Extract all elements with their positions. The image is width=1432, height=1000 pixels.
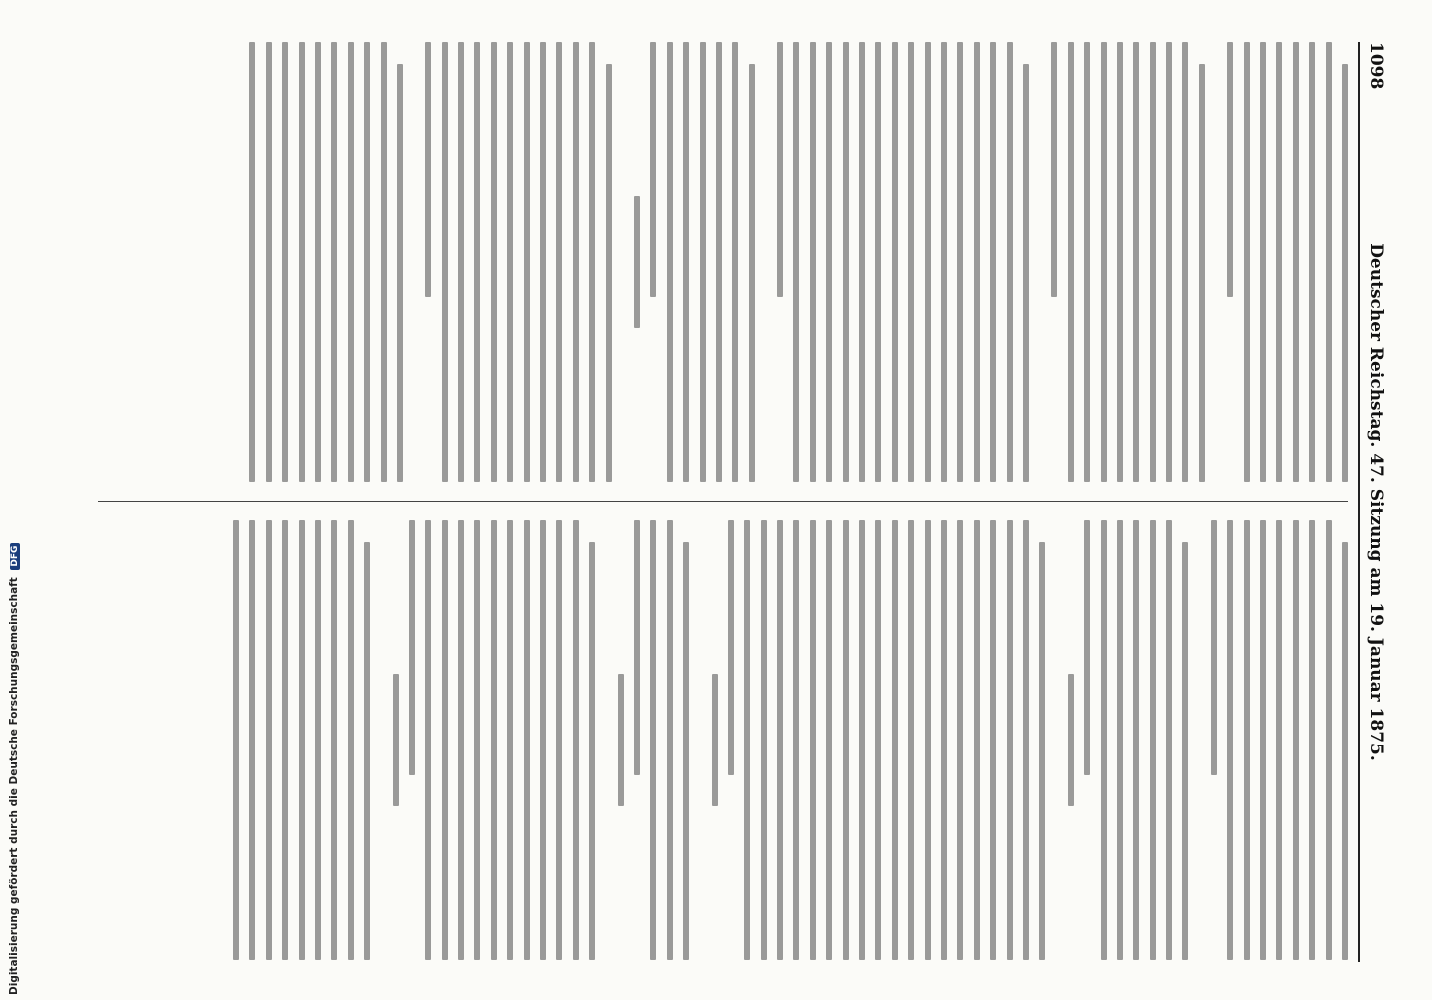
text-line-placeholder [810,42,816,482]
text-line-placeholder [393,674,399,806]
text-line-placeholder [266,42,272,482]
text-line-placeholder [425,520,431,960]
text-line-placeholder [650,520,656,960]
paragraph-gap [755,42,767,482]
text-line-placeholder [1326,42,1332,482]
text-line-placeholder [491,520,497,960]
text-line-placeholder [266,520,272,960]
text-line-placeholder [1182,542,1188,960]
text-line-placeholder [744,520,750,960]
text-line-placeholder [1166,42,1172,482]
text-line-placeholder [843,520,849,960]
text-line-placeholder [1150,520,1156,960]
text-line-placeholder [1260,42,1266,482]
text-line-placeholder [908,520,914,960]
text-line-placeholder [540,42,546,482]
text-line-placeholder [249,42,255,482]
page-number: 1098 [1366,42,1386,90]
paragraph-gap [1045,520,1057,960]
text-line-placeholder [540,520,546,960]
text-line-placeholder [667,42,673,482]
text-line-placeholder [1342,542,1348,960]
text-line-placeholder [826,520,832,960]
text-line-placeholder [683,42,689,482]
text-line-placeholder [1007,42,1013,482]
text-line-placeholder [524,520,530,960]
right-column [98,520,1348,960]
text-line-placeholder [1007,520,1013,960]
text-line-placeholder [348,42,354,482]
text-line-placeholder [1326,520,1332,960]
text-line-placeholder [859,42,865,482]
text-line-placeholder [364,542,370,960]
text-line-placeholder [716,42,722,482]
text-line-placeholder [1101,520,1107,960]
text-line-placeholder [843,42,849,482]
text-line-placeholder [331,520,337,960]
text-line-placeholder [826,42,832,482]
paragraph-gap [370,520,382,960]
text-line-placeholder [892,520,898,960]
paragraph-gap [1188,520,1200,960]
text-line-placeholder [556,42,562,482]
text-line-placeholder [1260,520,1266,960]
text-line-placeholder [1309,520,1315,960]
text-line-placeholder [606,64,612,482]
text-line-placeholder [299,42,305,482]
text-line-placeholder [1051,42,1057,297]
text-line-placeholder [957,520,963,960]
paragraph-gap [1029,42,1041,482]
text-line-placeholder [589,542,595,960]
text-line-placeholder [348,520,354,960]
text-line-placeholder [507,520,513,960]
text-line-placeholder [573,42,579,482]
text-line-placeholder [1276,42,1282,482]
text-line-placeholder [1309,42,1315,482]
text-line-placeholder [409,520,415,775]
text-line-placeholder [650,42,656,297]
text-line-placeholder [1023,64,1029,482]
text-line-placeholder [458,520,464,960]
text-line-placeholder [1166,520,1172,960]
text-line-placeholder [458,42,464,482]
text-line-placeholder [442,42,448,482]
text-line-placeholder [634,520,640,775]
paragraph-gap [1205,42,1217,482]
text-line-placeholder [331,42,337,482]
text-line-placeholder [618,674,624,806]
text-line-placeholder [1068,42,1074,482]
text-line-placeholder [1150,42,1156,482]
text-line-placeholder [1117,520,1123,960]
text-line-placeholder [425,42,431,297]
text-line-placeholder [1293,520,1299,960]
text-line-placeholder [364,42,370,482]
text-line-placeholder [474,520,480,960]
text-line-placeholder [282,42,288,482]
text-line-placeholder [794,520,800,960]
text-line-placeholder [299,520,305,960]
text-line-placeholder [589,42,595,482]
left-column [98,42,1348,482]
text-line-placeholder [712,674,718,806]
text-line-placeholder [974,520,980,960]
text-line-placeholder [810,520,816,960]
text-line-placeholder [875,42,881,482]
text-line-placeholder [1023,520,1029,960]
text-line-placeholder [925,520,931,960]
text-line-placeholder [990,42,996,482]
text-line-placeholder [1211,520,1217,775]
text-line-placeholder [573,520,579,960]
text-line-placeholder [1342,64,1348,482]
text-line-placeholder [1068,674,1074,806]
text-line-placeholder [1293,42,1299,482]
text-line-placeholder [381,42,387,482]
text-line-placeholder [524,42,530,482]
text-line-placeholder [777,520,783,960]
text-line-placeholder [732,42,738,482]
dfg-logo: DFG [10,543,20,570]
text-line-placeholder [249,520,255,960]
running-head [1362,42,1392,962]
text-line-placeholder [875,520,881,960]
paragraph-gap [595,520,607,960]
text-line-placeholder [683,542,689,960]
text-line-placeholder [556,520,562,960]
text-line-placeholder [700,42,706,482]
text-line-placeholder [990,520,996,960]
text-line-placeholder [1182,42,1188,482]
text-line-placeholder [667,520,673,960]
text-line-placeholder [1039,542,1045,960]
header-rule [1358,42,1360,962]
column-divider [98,501,1348,502]
text-line-placeholder [974,42,980,482]
text-line-placeholder [1244,520,1250,960]
text-line-placeholder [941,520,947,960]
paragraph-gap [689,520,701,960]
text-line-placeholder [794,42,800,482]
text-line-placeholder [1133,520,1139,960]
text-line-placeholder [777,42,783,297]
running-title: Deutscher Reichstag. 47. Sitzung am 19. Januar 1875. [1366,243,1386,761]
text-line-placeholder [474,42,480,482]
text-line-placeholder [1101,42,1107,482]
digitization-credit-text: Digitalisierung gefördert durch die Deutsche Forschungsgemeinschaft [8,577,20,995]
rotated-page [92,42,1392,962]
text-line-placeholder [634,196,640,328]
text-line-placeholder [908,42,914,482]
text-line-placeholder [957,42,963,482]
text-line-placeholder [1227,520,1233,960]
text-line-placeholder [1227,42,1233,297]
text-line-placeholder [397,64,403,482]
text-line-placeholder [491,42,497,482]
text-line-placeholder [892,42,898,482]
text-line-placeholder [761,520,767,960]
text-line-placeholder [1117,42,1123,482]
paragraph-gap [612,42,624,482]
text-line-placeholder [1133,42,1139,482]
text-line-placeholder [1244,42,1250,482]
text-line-placeholder [941,42,947,482]
text-line-placeholder [315,42,321,482]
text-line-placeholder [507,42,513,482]
text-line-placeholder [1084,42,1090,482]
text-line-placeholder [728,520,734,775]
digitization-credit [8,543,20,995]
text-line-placeholder [442,520,448,960]
paragraph-gap [403,42,415,482]
text-line-placeholder [1084,520,1090,775]
text-line-placeholder [233,520,239,960]
text-line-placeholder [315,520,321,960]
text-line-placeholder [1276,520,1282,960]
text-line-placeholder [1199,64,1205,482]
text-line-placeholder [925,42,931,482]
text-line-placeholder [749,64,755,482]
text-line-placeholder [859,520,865,960]
text-line-placeholder [282,520,288,960]
